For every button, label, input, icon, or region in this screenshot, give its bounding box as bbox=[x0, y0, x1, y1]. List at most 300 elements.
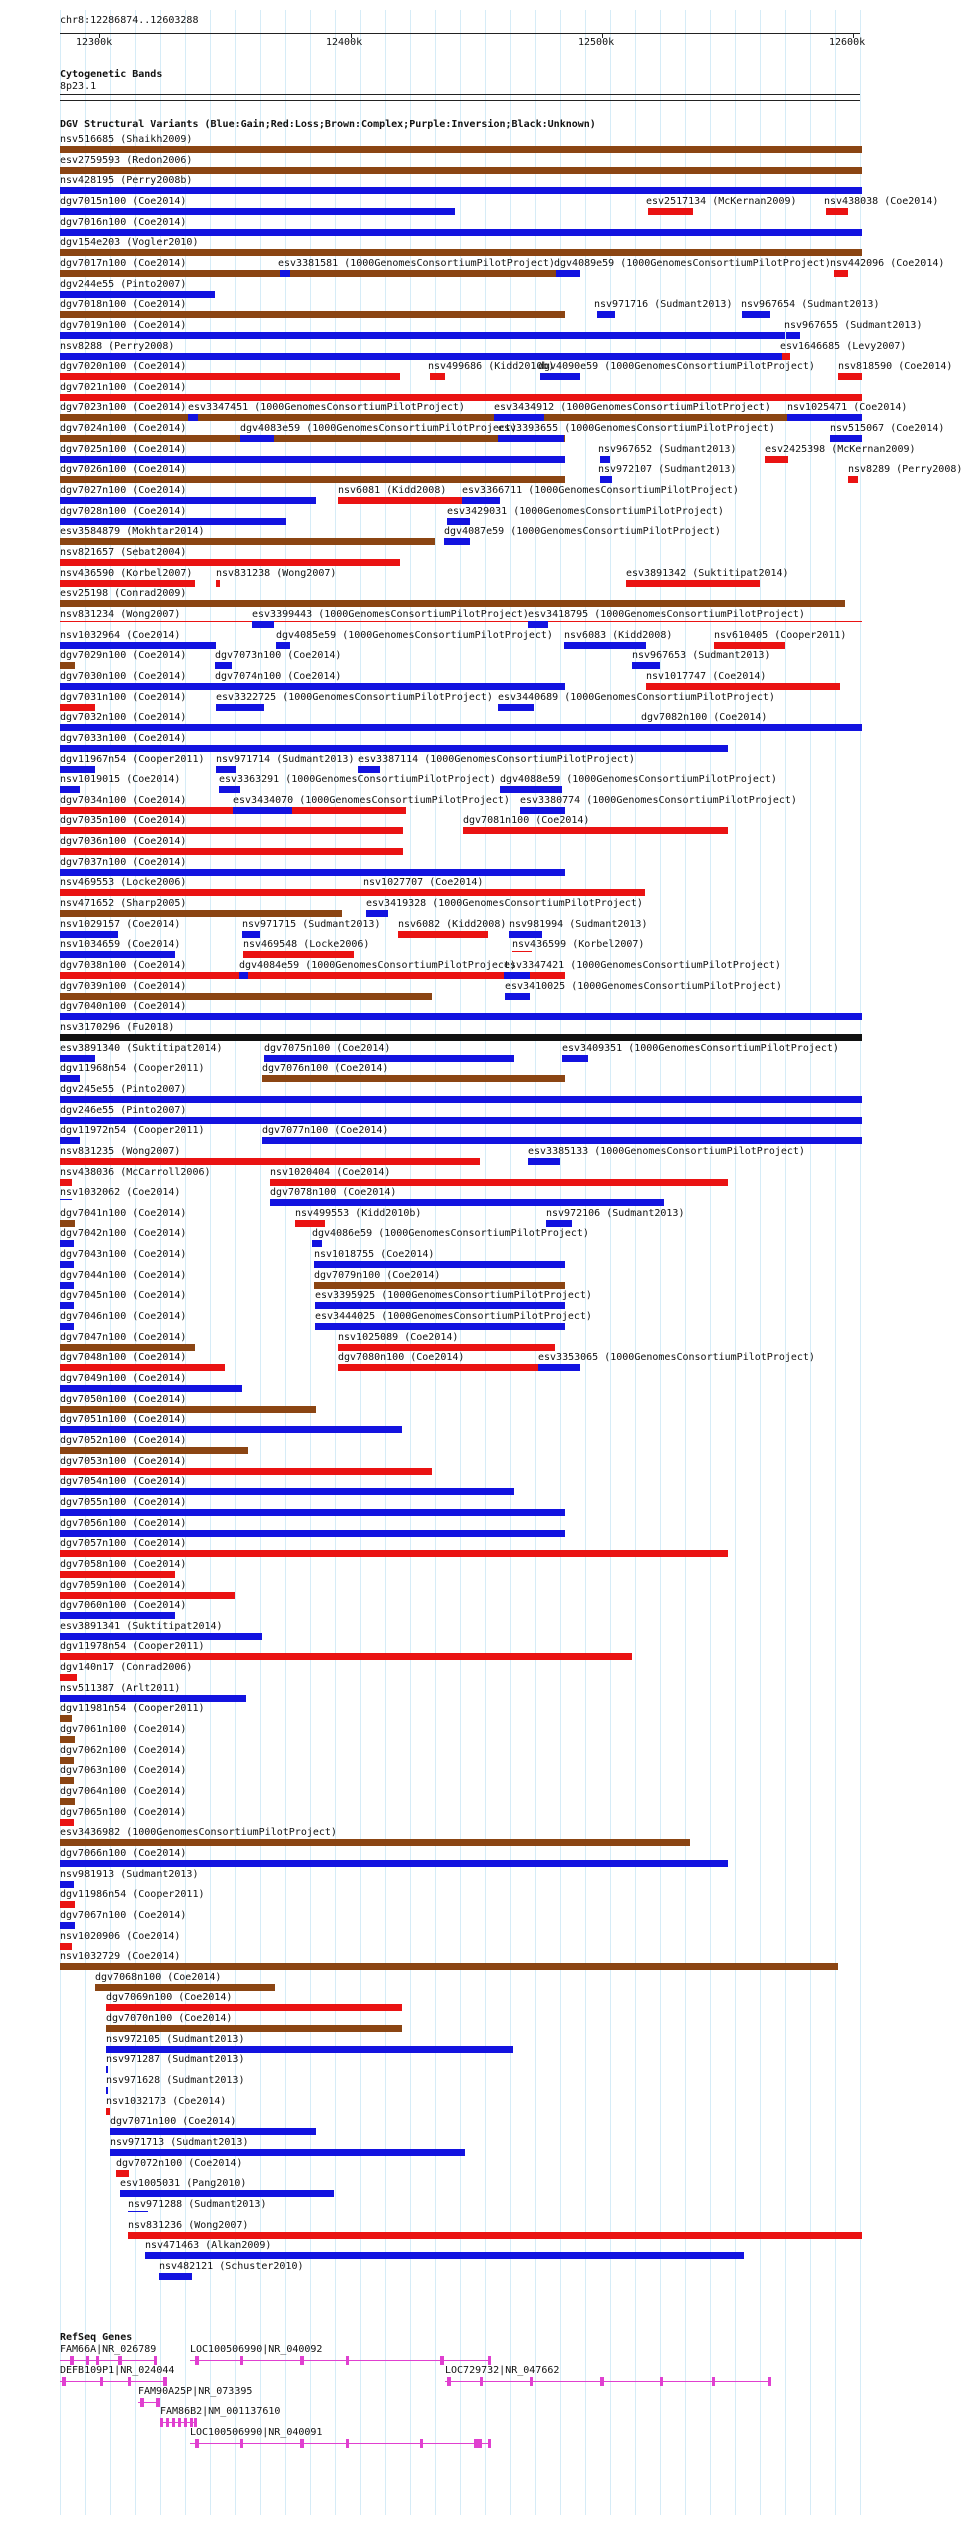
grid-line bbox=[585, 10, 586, 2515]
sv-bar bbox=[60, 229, 862, 236]
sv-bar bbox=[60, 1881, 74, 1888]
sv-bar bbox=[564, 642, 646, 649]
sv-label: esv3393655 (1000GenomesConsortiumPilotProject) bbox=[498, 423, 775, 434]
sv-bar bbox=[648, 208, 693, 215]
grid-line bbox=[610, 10, 611, 2515]
sv-bar bbox=[219, 786, 240, 793]
sv-label: dgv11968n54 (Cooper2011) bbox=[60, 1063, 205, 1074]
gene-exon bbox=[346, 2356, 349, 2365]
sv-bar bbox=[528, 621, 548, 628]
sv-label: dgv7019n100 (Coe2014) bbox=[60, 320, 187, 331]
sv-label: dgv244e55 (Pinto2007) bbox=[60, 279, 187, 290]
sv-label: dgv7051n100 (Coe2014) bbox=[60, 1414, 187, 1425]
sv-bar bbox=[338, 497, 470, 504]
sv-label: dgv7033n100 (Coe2014) bbox=[60, 733, 187, 744]
sv-bar bbox=[60, 1777, 74, 1784]
gene-label: FAM66A|NR_026789 bbox=[60, 2344, 157, 2355]
sv-bar bbox=[60, 353, 785, 360]
sv-label: dgv7056n100 (Coe2014) bbox=[60, 1518, 187, 1529]
sv-label: dgv7034n100 (Coe2014) bbox=[60, 795, 187, 806]
sv-bar bbox=[270, 1179, 728, 1186]
sv-label: esv3363291 (1000GenomesConsortiumPilotProject) bbox=[219, 774, 496, 785]
sv-label: nsv499686 (Kidd2010b) bbox=[428, 361, 555, 372]
sv-bar bbox=[338, 1364, 558, 1371]
sv-label: dgv7044n100 (Coe2014) bbox=[60, 1270, 187, 1281]
sv-label: dgv7069n100 (Coe2014) bbox=[106, 1992, 233, 2003]
sv-label: dgv7081n100 (Coe2014) bbox=[463, 815, 590, 826]
sv-bar bbox=[509, 931, 542, 938]
sv-bar bbox=[116, 2170, 129, 2177]
sv-label: esv2425398 (McKernan2009) bbox=[765, 444, 916, 455]
grid-line bbox=[660, 10, 661, 2515]
grid-line bbox=[635, 10, 636, 2515]
sv-label: dgv4084e59 (1000GenomesConsortiumPilotProject) bbox=[239, 960, 516, 971]
sv-bar bbox=[215, 683, 565, 690]
sv-label: nsv831238 (Wong2007) bbox=[216, 568, 337, 579]
grid-line bbox=[285, 10, 286, 2515]
grid-line bbox=[735, 10, 736, 2515]
sv-label: dgv7020n100 (Coe2014) bbox=[60, 361, 187, 372]
sv-bar bbox=[826, 208, 848, 215]
sv-bar bbox=[60, 1488, 514, 1495]
sv-bar bbox=[504, 972, 530, 979]
sv-bar bbox=[315, 1302, 565, 1309]
sv-label: nsv972106 (Sudmant2013) bbox=[546, 1208, 685, 1219]
sv-bar bbox=[60, 559, 400, 566]
gene-exon bbox=[118, 2356, 122, 2365]
sv-label: esv3429031 (1000GenomesConsortiumPilotProject) bbox=[447, 506, 724, 517]
sv-bar bbox=[60, 187, 862, 194]
sv-label: nsv1027707 (Coe2014) bbox=[363, 877, 484, 888]
gene-exon bbox=[166, 2418, 169, 2427]
sv-label: nsv438038 (Coe2014) bbox=[824, 196, 939, 207]
sv-label: dgv7015n100 (Coe2014) bbox=[60, 196, 187, 207]
sv-label: dgv7023n100 (Coe2014) bbox=[60, 402, 187, 413]
sv-bar bbox=[60, 146, 862, 153]
sv-label: nsv438036 (McCarroll2006) bbox=[60, 1167, 211, 1178]
sv-bar bbox=[786, 332, 800, 339]
sv-bar bbox=[60, 1819, 74, 1826]
sv-label: nsv971713 (Sudmant2013) bbox=[110, 2137, 249, 2148]
sv-bar bbox=[462, 497, 500, 504]
sv-label: dgv7045n100 (Coe2014) bbox=[60, 1290, 187, 1301]
sv-bar bbox=[60, 662, 75, 669]
sv-label: dgv7030n100 (Coe2014) bbox=[60, 671, 187, 682]
sv-bar bbox=[60, 766, 95, 773]
sv-bar bbox=[765, 456, 788, 463]
gene-exon bbox=[195, 2356, 199, 2365]
sv-bar bbox=[787, 414, 862, 421]
dgv-track-title: DGV Structural Variants (Blue:Gain;Red:Loss;Brown:Complex;Purple:Inversion;Black:Unknown) bbox=[60, 119, 596, 130]
sv-label: nsv972107 (Sudmant2013) bbox=[598, 464, 737, 475]
sv-label: nsv1025089 (Coe2014) bbox=[338, 1332, 459, 1343]
sv-label: dgv7025n100 (Coe2014) bbox=[60, 444, 187, 455]
sv-label: dgv7075n100 (Coe2014) bbox=[264, 1043, 391, 1054]
cytoband-bar-bottom bbox=[60, 100, 860, 101]
sv-bar bbox=[60, 1592, 235, 1599]
gene-exon bbox=[440, 2356, 444, 2365]
sv-label: dgv7048n100 (Coe2014) bbox=[60, 1352, 187, 1363]
sv-label: dgv7041n100 (Coe2014) bbox=[60, 1208, 187, 1219]
sv-label: esv3418795 (1000GenomesConsortiumPilotProject) bbox=[528, 609, 805, 620]
sv-label: nsv971716 (Sudmant2013) bbox=[594, 299, 733, 310]
sv-label: dgv4089e59 (1000GenomesConsortiumPilotProject) bbox=[554, 258, 831, 269]
sv-label: dgv7061n100 (Coe2014) bbox=[60, 1724, 187, 1735]
sv-bar bbox=[60, 1013, 862, 1020]
sv-bar bbox=[145, 2252, 744, 2259]
sv-label: dgv7042n100 (Coe2014) bbox=[60, 1228, 187, 1239]
sv-bar bbox=[60, 910, 342, 917]
gene-intron-line bbox=[445, 2381, 770, 2382]
sv-bar bbox=[60, 1757, 74, 1764]
sv-bar bbox=[60, 621, 862, 622]
sv-bar bbox=[276, 642, 290, 649]
sv-bar bbox=[505, 993, 530, 1000]
sv-label: dgv7080n100 (Coe2014) bbox=[338, 1352, 465, 1363]
sv-bar bbox=[106, 2108, 110, 2115]
sv-label: dgv7050n100 (Coe2014) bbox=[60, 1394, 187, 1405]
sv-bar bbox=[242, 931, 260, 938]
sv-bar bbox=[216, 766, 236, 773]
sv-bar bbox=[494, 414, 544, 421]
sv-label: esv3366711 (1000GenomesConsortiumPilotProject) bbox=[462, 485, 739, 496]
sv-label: esv3353065 (1000GenomesConsortiumPilotProject) bbox=[538, 1352, 815, 1363]
sv-bar bbox=[641, 724, 862, 731]
sv-bar bbox=[447, 518, 470, 525]
sv-bar bbox=[216, 704, 264, 711]
sv-label: dgv4087e59 (1000GenomesConsortiumPilotProject) bbox=[444, 526, 721, 537]
sv-label: nsv971715 (Sudmant2013) bbox=[242, 919, 381, 930]
sv-label: dgv4088e59 (1000GenomesConsortiumPilotProject) bbox=[500, 774, 777, 785]
sv-bar bbox=[252, 621, 274, 628]
sv-label: dgv7062n100 (Coe2014) bbox=[60, 1745, 187, 1756]
sv-bar bbox=[520, 807, 565, 814]
sv-label: esv3419328 (1000GenomesConsortiumPilotProject) bbox=[366, 898, 643, 909]
sv-bar bbox=[358, 766, 380, 773]
gene-exon bbox=[160, 2418, 163, 2427]
grid-line bbox=[310, 10, 311, 2515]
sv-bar bbox=[597, 311, 615, 318]
sv-bar bbox=[120, 2190, 334, 2197]
sv-label: esv3440689 (1000GenomesConsortiumPilotProject) bbox=[498, 692, 775, 703]
sv-label: dgv7064n100 (Coe2014) bbox=[60, 1786, 187, 1797]
sv-bar bbox=[315, 1323, 565, 1330]
sv-label: nsv6083 (Kidd2008) bbox=[564, 630, 673, 641]
sv-bar bbox=[60, 1839, 690, 1846]
sv-label: nsv818590 (Coe2014) bbox=[838, 361, 953, 372]
sv-bar bbox=[60, 580, 195, 587]
sv-label: esv3347451 (1000GenomesConsortiumPilotProject) bbox=[188, 402, 465, 413]
sv-bar bbox=[60, 394, 862, 401]
cytoband-label: 8p23.1 bbox=[60, 81, 97, 92]
sv-bar bbox=[60, 1055, 95, 1062]
sv-label: nsv971628 (Sudmant2013) bbox=[106, 2075, 245, 2086]
sv-label: esv3381581 (1000GenomesConsortiumPilotProject) bbox=[278, 258, 555, 269]
sv-label: nsv831236 (Wong2007) bbox=[128, 2220, 249, 2231]
sv-label: dgv7065n100 (Coe2014) bbox=[60, 1807, 187, 1818]
sv-label: nsv610405 (Cooper2011) bbox=[714, 630, 847, 641]
sv-label: dgv7078n100 (Coe2014) bbox=[270, 1187, 397, 1198]
sv-label: esv2517134 (McKernan2009) bbox=[646, 196, 797, 207]
sv-label: esv3380774 (1000GenomesConsortiumPilotProject) bbox=[520, 795, 797, 806]
sv-label: dgv7079n100 (Coe2014) bbox=[314, 1270, 441, 1281]
sv-label: nsv6081 (Kidd2008) bbox=[338, 485, 447, 496]
sv-label: nsv8289 (Perry2008) bbox=[848, 464, 962, 475]
sv-label: dgv7057n100 (Coe2014) bbox=[60, 1538, 187, 1549]
sv-label: dgv7068n100 (Coe2014) bbox=[95, 1972, 222, 1983]
sv-label: esv3322725 (1000GenomesConsortiumPilotProject) bbox=[216, 692, 493, 703]
sv-bar bbox=[262, 1075, 565, 1082]
sv-label: nsv1020404 (Coe2014) bbox=[270, 1167, 391, 1178]
sv-bar bbox=[834, 270, 848, 277]
sv-bar bbox=[60, 1220, 75, 1227]
sv-label: dgv7073n100 (Coe2014) bbox=[215, 650, 342, 661]
sv-label: dgv7039n100 (Coe2014) bbox=[60, 981, 187, 992]
sv-bar bbox=[60, 1571, 175, 1578]
sv-bar bbox=[838, 373, 862, 380]
sv-bar bbox=[60, 1075, 80, 1082]
sv-label: nsv6082 (Kidd2008) bbox=[398, 919, 507, 930]
sv-bar bbox=[538, 1364, 580, 1371]
gene-exon bbox=[240, 2356, 243, 2365]
gene-intron-line bbox=[190, 2360, 490, 2361]
sv-bar bbox=[60, 538, 435, 545]
sv-label: dgv7060n100 (Coe2014) bbox=[60, 1600, 187, 1611]
sv-label: dgv7071n100 (Coe2014) bbox=[110, 2116, 237, 2127]
gene-exon bbox=[488, 2356, 491, 2365]
sv-label: nsv967652 (Sudmant2013) bbox=[598, 444, 737, 455]
sv-bar bbox=[60, 1240, 74, 1247]
sv-bar bbox=[60, 1117, 862, 1124]
sv-bar bbox=[60, 414, 862, 421]
sv-bar bbox=[60, 1612, 175, 1619]
sv-label: nsv469553 (Locke2006) bbox=[60, 877, 187, 888]
sv-label: dgv7031n100 (Coe2014) bbox=[60, 692, 187, 703]
sv-label: nsv967653 (Sudmant2013) bbox=[632, 650, 771, 661]
sv-label: nsv1032062 (Coe2014) bbox=[60, 1187, 181, 1198]
grid-line bbox=[810, 10, 811, 2515]
sv-label: dgv7046n100 (Coe2014) bbox=[60, 1311, 187, 1322]
position-label: chr8:12286874..12603288 bbox=[60, 15, 199, 26]
sv-bar bbox=[60, 993, 432, 1000]
sv-bar bbox=[528, 1158, 560, 1165]
sv-label: dgv7038n100 (Coe2014) bbox=[60, 960, 187, 971]
sv-bar bbox=[60, 1468, 432, 1475]
sv-label: nsv971288 (Sudmant2013) bbox=[128, 2199, 267, 2210]
gene-exon bbox=[712, 2377, 715, 2386]
gene-intron-line bbox=[190, 2443, 490, 2444]
sv-bar bbox=[60, 1199, 72, 1200]
sv-label: esv3891342 (Suktitipat2014) bbox=[626, 568, 789, 579]
sv-label: nsv971714 (Sudmant2013) bbox=[216, 754, 355, 765]
gene-exon bbox=[420, 2439, 423, 2448]
gene-label: LOC100506990|NR_040091 bbox=[190, 2427, 323, 2438]
sv-label: dgv7077n100 (Coe2014) bbox=[262, 1125, 389, 1136]
sv-bar bbox=[106, 2087, 108, 2094]
sv-bar bbox=[60, 1715, 72, 1722]
sv-bar bbox=[60, 1282, 74, 1289]
sv-bar bbox=[262, 1137, 862, 1144]
sv-bar bbox=[500, 786, 562, 793]
sv-bar bbox=[243, 951, 354, 958]
sv-label: dgv7040n100 (Coe2014) bbox=[60, 1001, 187, 1012]
gene-exon bbox=[488, 2439, 491, 2448]
sv-label: nsv981994 (Sudmant2013) bbox=[509, 919, 648, 930]
sv-bar bbox=[60, 931, 118, 938]
sv-label: nsv981913 (Sudmant2013) bbox=[60, 1869, 199, 1880]
sv-label: dgv4083e59 (1000GenomesConsortiumPilotProject) bbox=[240, 423, 517, 434]
gene-label: LOC729732|NR_047662 bbox=[445, 2365, 560, 2376]
sv-label: nsv516685 (Shaikh2009) bbox=[60, 134, 193, 145]
sv-bar bbox=[216, 580, 220, 587]
grid-line bbox=[835, 10, 836, 2515]
gene-exon bbox=[86, 2356, 89, 2365]
gene-exon bbox=[300, 2356, 304, 2365]
sv-bar bbox=[264, 1055, 514, 1062]
sv-bar bbox=[60, 1550, 728, 1557]
refseq-track-title: RefSeq Genes bbox=[60, 2332, 133, 2343]
grid-line bbox=[785, 10, 786, 2515]
sv-bar bbox=[60, 1364, 225, 1371]
sv-label: nsv469548 (Locke2006) bbox=[243, 939, 370, 950]
sv-bar bbox=[159, 2273, 192, 2280]
sv-bar bbox=[314, 1261, 565, 1268]
sv-bar bbox=[314, 1282, 565, 1289]
sv-label: nsv436590 (Korbel2007) bbox=[60, 568, 193, 579]
sv-label: esv2759593 (Redon2006) bbox=[60, 155, 193, 166]
sv-bar bbox=[338, 1344, 555, 1351]
gene-exon bbox=[172, 2418, 175, 2427]
gene-exon bbox=[62, 2377, 66, 2386]
sv-label: esv3395925 (1000GenomesConsortiumPilotProject) bbox=[315, 1290, 592, 1301]
sv-bar bbox=[546, 1220, 572, 1227]
sv-bar bbox=[562, 1055, 588, 1062]
sv-label: nsv1018755 (Coe2014) bbox=[314, 1249, 435, 1260]
sv-bar bbox=[60, 1323, 74, 1330]
sv-label: dgv246e55 (Pinto2007) bbox=[60, 1105, 187, 1116]
gene-exon bbox=[163, 2377, 167, 2386]
sv-label: dgv7024n100 (Coe2014) bbox=[60, 423, 187, 434]
sv-label: dgv11986n54 (Cooper2011) bbox=[60, 1889, 205, 1900]
sv-bar bbox=[444, 538, 470, 545]
sv-label: esv1646685 (Levy2007) bbox=[780, 341, 907, 352]
ruler-tick-label: 12400k bbox=[326, 37, 363, 48]
sv-label: dgv7029n100 (Coe2014) bbox=[60, 650, 187, 661]
sv-bar bbox=[512, 951, 532, 952]
sv-bar bbox=[60, 1158, 480, 1165]
sv-label: dgv7055n100 (Coe2014) bbox=[60, 1497, 187, 1508]
gene-label: FAM86B2|NM_001137610 bbox=[160, 2406, 281, 2417]
sv-label: dgv7016n100 (Coe2014) bbox=[60, 217, 187, 228]
sv-label: dgv7054n100 (Coe2014) bbox=[60, 1476, 187, 1487]
sv-bar bbox=[714, 642, 785, 649]
sv-bar bbox=[106, 2046, 513, 2053]
sv-bar bbox=[60, 1530, 565, 1537]
sv-label: nsv442096 (Coe2014) bbox=[830, 258, 945, 269]
sv-bar bbox=[60, 497, 316, 504]
grid-line bbox=[710, 10, 711, 2515]
sv-bar bbox=[60, 704, 95, 711]
sv-label: dgv7028n100 (Coe2014) bbox=[60, 506, 187, 517]
sv-bar bbox=[60, 827, 403, 834]
gene-label: DEFB109P1|NR_024044 bbox=[60, 2365, 175, 2376]
sv-bar bbox=[498, 704, 534, 711]
sv-bar bbox=[60, 1943, 72, 1950]
sv-bar bbox=[60, 1798, 75, 1805]
sv-label: esv3409351 (1000GenomesConsortiumPilotProject) bbox=[562, 1043, 839, 1054]
gene-exon bbox=[530, 2377, 533, 2386]
sv-label: esv3891340 (Suktitipat2014) bbox=[60, 1043, 223, 1054]
sv-label: nsv967654 (Sudmant2013) bbox=[741, 299, 880, 310]
sv-bar bbox=[366, 910, 388, 917]
sv-bar bbox=[128, 2232, 862, 2239]
sv-label: dgv245e55 (Pinto2007) bbox=[60, 1084, 187, 1095]
sv-bar bbox=[60, 249, 862, 256]
sv-bar bbox=[312, 1240, 322, 1247]
sv-label: nsv1032173 (Coe2014) bbox=[106, 2096, 227, 2107]
sv-bar bbox=[556, 270, 580, 277]
gene-exon bbox=[96, 2356, 99, 2365]
gene-exon bbox=[240, 2439, 243, 2448]
sv-label: dgv7074n100 (Coe2014) bbox=[215, 671, 342, 682]
sv-label: dgv4090e59 (1000GenomesConsortiumPilotProject) bbox=[538, 361, 815, 372]
sv-bar bbox=[188, 414, 198, 421]
sv-bar bbox=[60, 1096, 862, 1103]
ruler-tick-label: 12600k bbox=[829, 37, 866, 48]
sv-label: dgv7063n100 (Coe2014) bbox=[60, 1765, 187, 1776]
sv-bar bbox=[60, 1344, 195, 1351]
sv-label: esv3436982 (1000GenomesConsortiumPilotProject) bbox=[60, 1827, 337, 1838]
sv-bar bbox=[463, 827, 728, 834]
sv-bar bbox=[60, 1736, 75, 1743]
sv-bar bbox=[60, 332, 785, 339]
sv-label: nsv511387 (Arlt2011) bbox=[60, 1683, 181, 1694]
sv-label: nsv428195 (Perry2008b) bbox=[60, 175, 193, 186]
cytoband-bar-top bbox=[60, 94, 860, 95]
sv-label: nsv821657 (Sebat2004) bbox=[60, 547, 187, 558]
sv-bar bbox=[295, 1220, 325, 1227]
gene-exon bbox=[70, 2356, 74, 2365]
gene-exon bbox=[100, 2377, 103, 2386]
sv-bar bbox=[626, 580, 760, 587]
sv-label: dgv7066n100 (Coe2014) bbox=[60, 1848, 187, 1859]
sv-bar bbox=[60, 1509, 565, 1516]
grid-line bbox=[860, 10, 861, 2515]
sv-label: dgv7027n100 (Coe2014) bbox=[60, 485, 187, 496]
ruler-axis bbox=[60, 33, 860, 34]
gene-exon bbox=[140, 2398, 144, 2407]
sv-label: nsv972105 (Sudmant2013) bbox=[106, 2034, 245, 2045]
sv-bar bbox=[60, 642, 216, 649]
sv-bar bbox=[60, 869, 565, 876]
sv-label: esv1005031 (Pang2010) bbox=[120, 2178, 247, 2189]
sv-bar bbox=[600, 456, 610, 463]
sv-bar bbox=[60, 291, 215, 298]
sv-label: nsv471652 (Sharp2005) bbox=[60, 898, 187, 909]
sv-bar bbox=[233, 807, 292, 814]
sv-bar bbox=[60, 1674, 77, 1681]
sv-bar bbox=[240, 435, 274, 442]
sv-label: dgv11972n54 (Cooper2011) bbox=[60, 1125, 205, 1136]
sv-label: dgv7072n100 (Coe2014) bbox=[116, 2158, 243, 2169]
sv-bar bbox=[60, 1860, 728, 1867]
sv-bar bbox=[60, 456, 565, 463]
sv-bar bbox=[632, 662, 660, 669]
sv-label: nsv967655 (Sudmant2013) bbox=[784, 320, 923, 331]
sv-label: dgv7017n100 (Coe2014) bbox=[60, 258, 187, 269]
sv-bar bbox=[498, 435, 564, 442]
sv-bar bbox=[60, 786, 80, 793]
